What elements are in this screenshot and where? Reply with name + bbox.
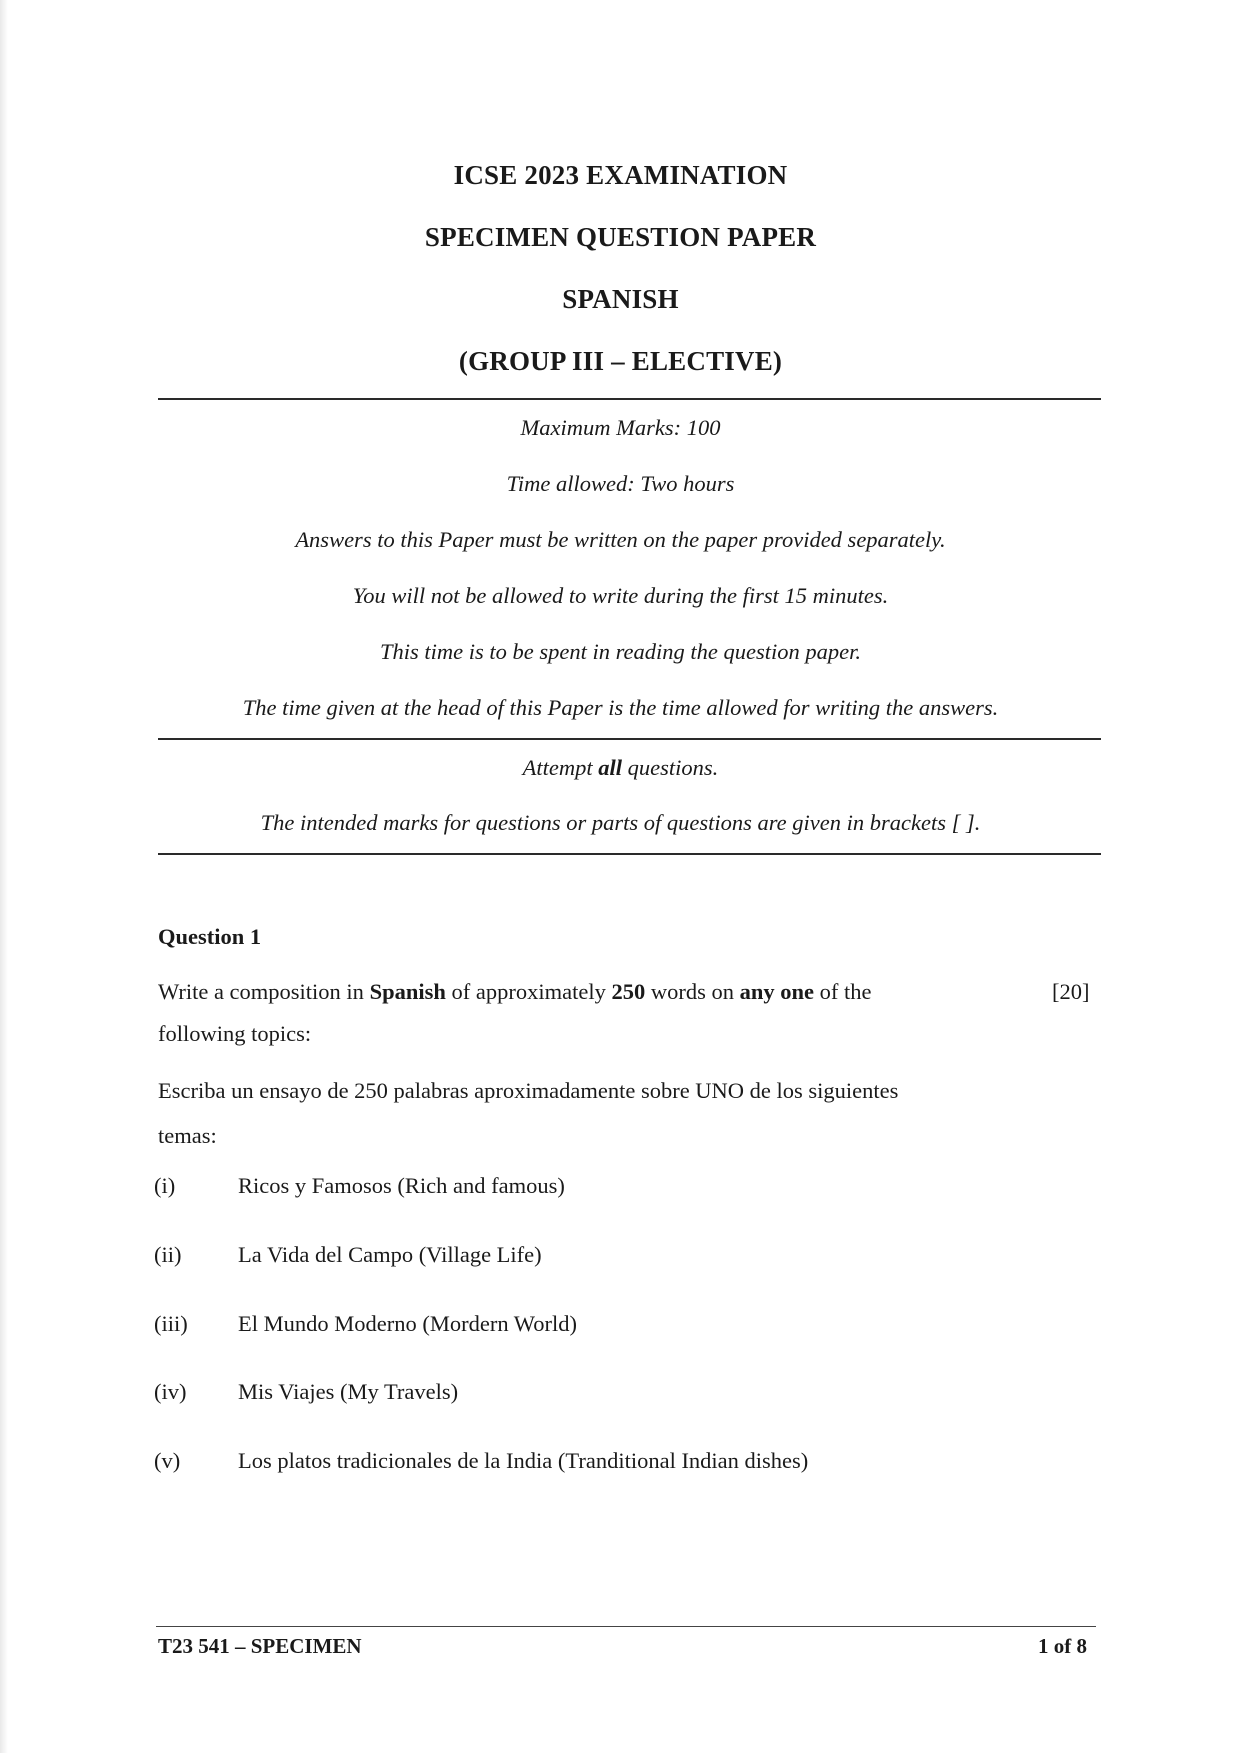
answers-note: Answers to this Paper must be written on the paper provided separately.	[295, 527, 946, 552]
time-allowed: Time allowed: Two hours	[506, 471, 735, 496]
question-1-prompt-line-2: following topics:	[158, 1021, 312, 1046]
prompt-bold-any-one: any one	[739, 979, 814, 1004]
prompt-part-4: of the	[813, 979, 872, 1004]
paper-code: T23 541 – SPECIMEN	[158, 1634, 362, 1658]
question-1-prompt	[158, 971, 998, 1013]
topic-number: (i)	[154, 1173, 176, 1198]
prompt-part-3: words on	[645, 979, 740, 1004]
instructions-divider	[158, 738, 1101, 740]
marks-brackets-note: The intended marks for questions or parts of questions are given in brackets [ ].	[260, 810, 981, 835]
attempt-pre: Attempt	[522, 755, 599, 780]
topic-number: (v)	[154, 1448, 181, 1473]
topic-text: La Vida del Campo (Village Life)	[238, 1242, 542, 1267]
prompt-bold-spanish: Spanish	[369, 979, 446, 1004]
maximum-marks: Maximum Marks: 100	[520, 415, 721, 440]
subject-group: (GROUP III – ELECTIVE)	[458, 346, 783, 376]
topic-text: El Mundo Moderno (Mordern World)	[238, 1311, 577, 1336]
question-1-title: Question 1	[158, 924, 262, 949]
subject-name: SPANISH	[562, 284, 679, 314]
attempt-note	[0, 755, 1241, 781]
prompt-bold-250: 250	[611, 979, 646, 1004]
time-given-note: The time given at the head of this Paper is the time allowed for writing the answers.	[242, 695, 999, 720]
prompt-part-1: Write a composition in	[158, 979, 370, 1004]
topic-text: Ricos y Famosos (Rich and famous)	[238, 1173, 565, 1198]
spanish-instruction-line-1: Escriba un ensayo de 250 palabras aproximadamente sobre UNO de los siguientes	[158, 1078, 899, 1103]
topic-number: (ii)	[154, 1242, 182, 1267]
spanish-instruction-line-2: temas:	[158, 1123, 217, 1148]
prompt-part-2: of approximately	[445, 979, 612, 1004]
exam-title: ICSE 2023 EXAMINATION	[453, 160, 788, 190]
header-divider	[158, 398, 1101, 400]
page-number: 1 of 8	[1038, 1634, 1087, 1658]
topic-text: Mis Viajes (My Travels)	[238, 1379, 459, 1404]
paper-type: SPECIMEN QUESTION PAPER	[424, 222, 817, 252]
no-writing-note: You will not be allowed to write during the first 15 minutes.	[352, 583, 889, 608]
question-1-marks: [20]	[1052, 979, 1090, 1004]
reading-time-note: This time is to be spent in reading the question paper.	[379, 639, 861, 664]
topic-number: (iii)	[154, 1311, 188, 1336]
attempt-post: questions.	[622, 755, 719, 780]
topic-text: Los platos tradicionales de la India (Tranditional Indian dishes)	[238, 1448, 809, 1473]
instructions-bottom-divider	[158, 853, 1101, 855]
topic-number: (iv)	[154, 1379, 187, 1404]
attempt-all: all	[598, 755, 623, 780]
scan-edge-shadow	[0, 0, 8, 1753]
